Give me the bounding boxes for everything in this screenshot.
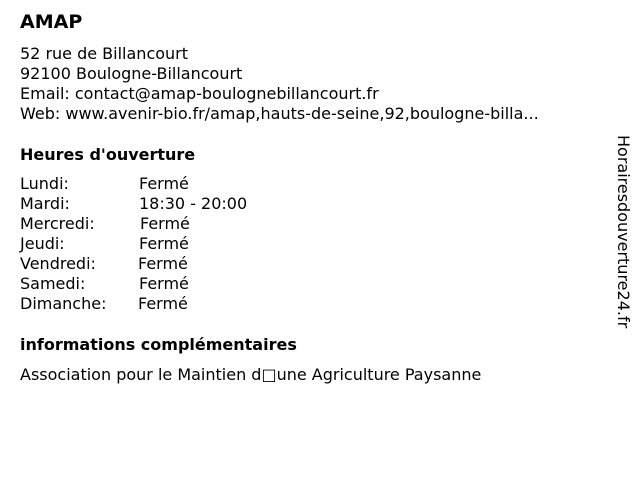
street-address: 52 rue de Billancourt <box>20 44 189 63</box>
info-heading: informations complémentaires <box>20 335 297 354</box>
day-label: Dimanche: <box>20 294 107 313</box>
day-label: Samedi: <box>20 274 86 293</box>
day-hours: Fermé <box>138 254 188 273</box>
day-hours: Fermé <box>139 174 189 193</box>
day-label: Lundi: <box>20 174 69 193</box>
brand-site-text: Horairesdouverture24.fr <box>614 135 633 329</box>
brand-watermark <box>611 135 635 345</box>
day-label: Mercredi: <box>20 214 95 233</box>
city-address: 92100 Boulogne-Billancourt <box>20 64 243 83</box>
day-label: Jeudi: <box>20 234 65 253</box>
business-name: AMAP <box>20 11 83 33</box>
day-hours: Fermé <box>139 274 189 293</box>
info-text: Association pour le Maintien d□une Agriculture Paysanne <box>20 365 482 384</box>
address-block <box>20 44 539 124</box>
web-line: Web: www.avenir-bio.fr/amap,hauts-de-seine,92,boulogne-billa... <box>20 104 539 123</box>
day-hours: 18:30 - 20:00 <box>139 194 248 213</box>
day-hours: Fermé <box>138 294 188 313</box>
email-line: Email: contact@amap-boulognebillancourt.fr <box>20 84 379 103</box>
day-label: Vendredi: <box>20 254 96 273</box>
day-hours: Fermé <box>139 234 189 253</box>
day-hours: Fermé <box>140 214 190 233</box>
day-label: Mardi: <box>20 194 70 213</box>
hours-heading: Heures d'ouverture <box>20 145 196 164</box>
